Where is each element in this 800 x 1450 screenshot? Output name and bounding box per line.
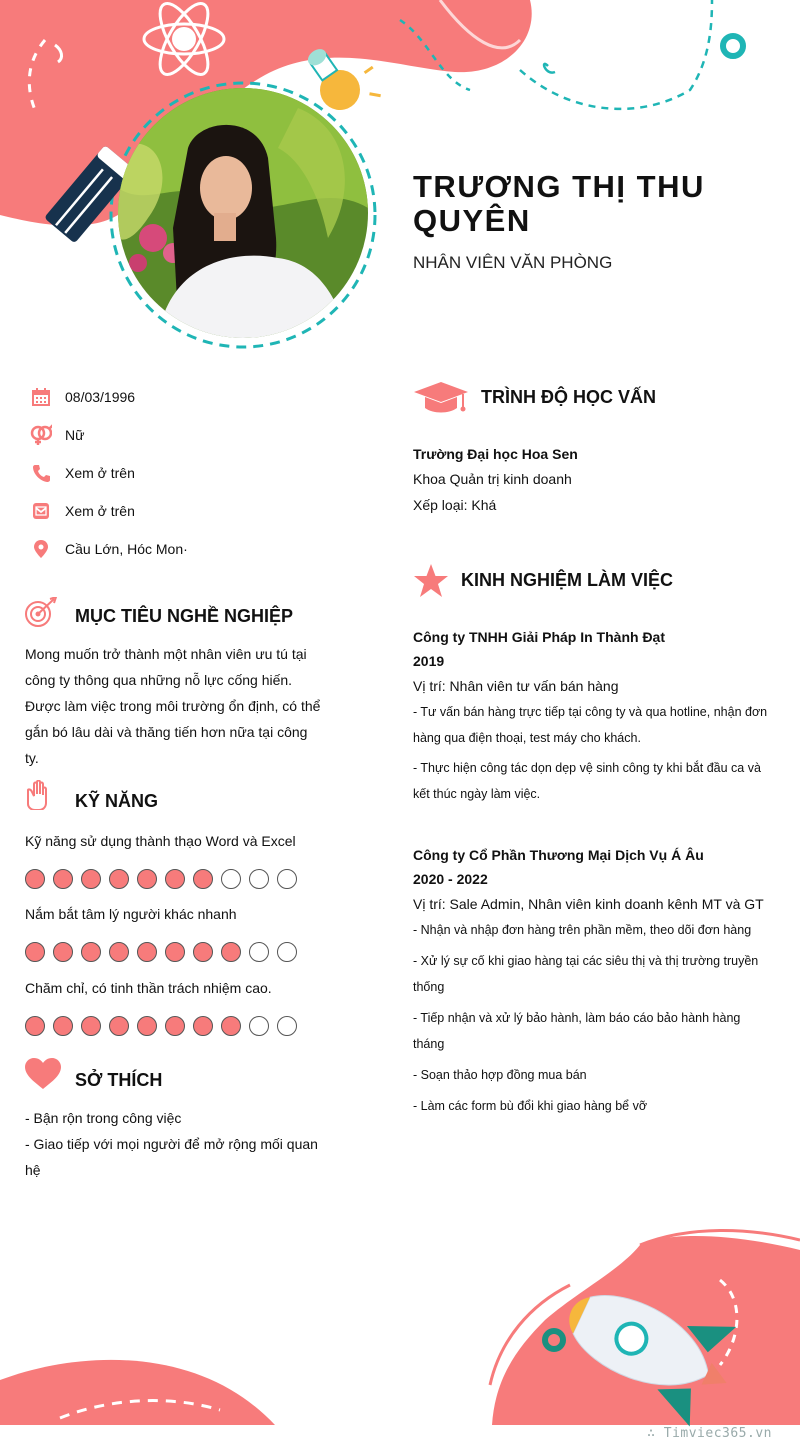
- rating-dot-empty: [249, 942, 269, 962]
- job-task: - Thực hiện công tác dọn dẹp vệ sinh công ty khi bắt đầu ca và: [413, 761, 761, 775]
- rating-dot-filled: [165, 869, 185, 889]
- target-icon: [24, 597, 56, 629]
- location-pin-icon: [30, 538, 52, 560]
- rating-dot-filled: [137, 1016, 157, 1036]
- skill-name: Nắm bắt tâm lý người khác nhanh: [25, 906, 237, 922]
- rating-dot-empty: [249, 1016, 269, 1036]
- contact-gender-text: Nữ: [65, 427, 85, 443]
- rating-dot-filled: [109, 1016, 129, 1036]
- contact-birthdate-text: 08/03/1996: [65, 389, 136, 405]
- job-task: hàng qua điện thoại, test máy cho khách.: [413, 731, 641, 745]
- education-school: Trường Đại học Hoa Sen: [413, 446, 578, 462]
- objective-line: Được làm việc trong môi trường ổn định, có thể: [25, 698, 321, 714]
- rating-dot-filled: [221, 1016, 241, 1036]
- rating-dot-empty: [221, 869, 241, 889]
- bottom-left-coral-blob: [0, 1360, 275, 1425]
- experience-title: KINH NGHIỆM LÀM VIỆC: [461, 570, 674, 590]
- contact-birthdate: [30, 383, 330, 411]
- skill-name: Kỹ năng sử dụng thành thạo Word và Excel: [25, 833, 296, 849]
- skills-title: KỸ NĂNG: [75, 791, 159, 811]
- rating-dot-filled: [25, 1016, 45, 1036]
- contact-phone: [30, 459, 330, 487]
- rating-dot-filled: [25, 869, 45, 889]
- job-task: kết thúc ngày làm việc.: [413, 787, 541, 801]
- candidate-position: NHÂN VIÊN VĂN PHÒNG: [413, 253, 613, 272]
- contact-phone-text: Xem ở trên: [65, 465, 135, 481]
- job-period: 2020 - 2022: [413, 871, 488, 887]
- hobby-line: - Bận rộn trong công việc: [25, 1110, 182, 1126]
- graduation-cap-icon: [413, 380, 469, 416]
- contact-address-text: Cầu Lớn, Hóc Mon·: [65, 541, 188, 557]
- rating-dot-filled: [165, 1016, 185, 1036]
- job-entry: [413, 843, 773, 1119]
- profile-photo-image: [118, 88, 368, 338]
- objective-body: [25, 641, 325, 771]
- job-task: - Làm các form bù đổi khi giao hàng bể vỡ: [413, 1099, 648, 1113]
- objective-line: công ty thông qua những nỗ lực cống hiến.: [25, 672, 293, 688]
- hobbies-body: [25, 1105, 325, 1183]
- job-company: Công ty TNHH Giải Pháp In Thành Đạt: [413, 629, 665, 645]
- skill-rating: [25, 869, 297, 889]
- rating-dot-filled: [137, 942, 157, 962]
- job-task: - Tiếp nhận và xử lý bảo hành, làm báo cáo bảo hành hàng: [413, 1011, 741, 1025]
- skill-name: Chăm chỉ, có tinh thần trách nhiệm cao.: [25, 980, 272, 996]
- rating-dot-empty: [249, 869, 269, 889]
- objective-line: Mong muốn trở thành một nhân viên ưu tú tại: [25, 646, 307, 662]
- job-role: Vị trí: Sale Admin, Nhân viên kinh doanh kênh MT và GT: [413, 896, 764, 912]
- contact-gender: [30, 421, 330, 449]
- education-faculty: Khoa Quản trị kinh doanh: [413, 471, 572, 487]
- objective-line: ty.: [25, 750, 39, 766]
- rating-dot-filled: [53, 869, 73, 889]
- job-task: thống: [413, 980, 445, 994]
- watermark: ∴ Timviec365.vn: [647, 1426, 772, 1441]
- hobby-line: - Giao tiếp với mọi người để mở rộng mối quan: [25, 1136, 318, 1152]
- job-company: Công ty Cổ Phần Thương Mại Dịch Vụ Á Âu: [413, 847, 704, 863]
- objective-title: MỤC TIÊU NGHỀ NGHIỆP: [75, 606, 294, 626]
- rating-dot-filled: [193, 942, 213, 962]
- rating-dot-filled: [81, 869, 101, 889]
- rating-dot-filled: [109, 942, 129, 962]
- skill-rating: [25, 1016, 297, 1036]
- heart-icon: [24, 1058, 62, 1090]
- job-task: - Soạn thảo hợp đồng mua bán: [413, 1068, 587, 1082]
- contact-email-text: Xem ở trên: [65, 503, 135, 519]
- education-title: TRÌNH ĐỘ HỌC VẤN: [481, 387, 656, 407]
- rating-dot-filled: [25, 942, 45, 962]
- job-task: - Xử lý sự cố khi giao hàng tại các siêu thị và thị trường truyền: [413, 954, 759, 968]
- rating-dot-filled: [109, 869, 129, 889]
- rating-dot-filled: [53, 1016, 73, 1036]
- objective-line: gắn bó lâu dài và thăng tiến hơn nữa tại công: [25, 724, 308, 740]
- job-task: tháng: [413, 1037, 445, 1051]
- hobbies-title: SỞ THÍCH: [75, 1070, 163, 1090]
- job-period: 2019: [413, 653, 445, 669]
- rating-dot-filled: [81, 942, 101, 962]
- job-entry: [413, 625, 773, 807]
- rating-dot-filled: [193, 1016, 213, 1036]
- rating-dot-filled: [53, 942, 73, 962]
- email-icon: [30, 500, 52, 522]
- candidate-name: TRƯƠNG THỊ THU QUYÊN: [413, 169, 705, 238]
- skill-rating: [25, 942, 297, 962]
- hobby-line: hệ: [25, 1162, 41, 1178]
- rating-dot-filled: [137, 869, 157, 889]
- job-task: - Nhận và nhập đơn hàng trên phần mềm, theo dõi đơn hàng: [413, 923, 752, 937]
- rating-dot-empty: [277, 942, 297, 962]
- rating-dot-filled: [81, 1016, 101, 1036]
- rating-dot-filled: [193, 869, 213, 889]
- rating-dot-filled: [165, 942, 185, 962]
- education-grade: Xếp loại: Khá: [413, 497, 497, 513]
- contact-address: [30, 535, 330, 563]
- phone-icon: [30, 462, 52, 484]
- star-icon: [413, 563, 449, 599]
- hand-icon: [24, 780, 50, 812]
- rating-dot-filled: [221, 942, 241, 962]
- profile-photo: [118, 88, 368, 338]
- rating-dot-empty: [277, 869, 297, 889]
- rating-dot-empty: [277, 1016, 297, 1036]
- job-role: Vị trí: Nhân viên tư vấn bán hàng: [413, 678, 619, 694]
- calendar-icon: [30, 386, 52, 408]
- contact-email: [30, 497, 330, 525]
- job-task: - Tư vấn bán hàng trực tiếp tại công ty và qua hotline, nhận đơn: [413, 705, 768, 719]
- gender-icon: [30, 424, 52, 446]
